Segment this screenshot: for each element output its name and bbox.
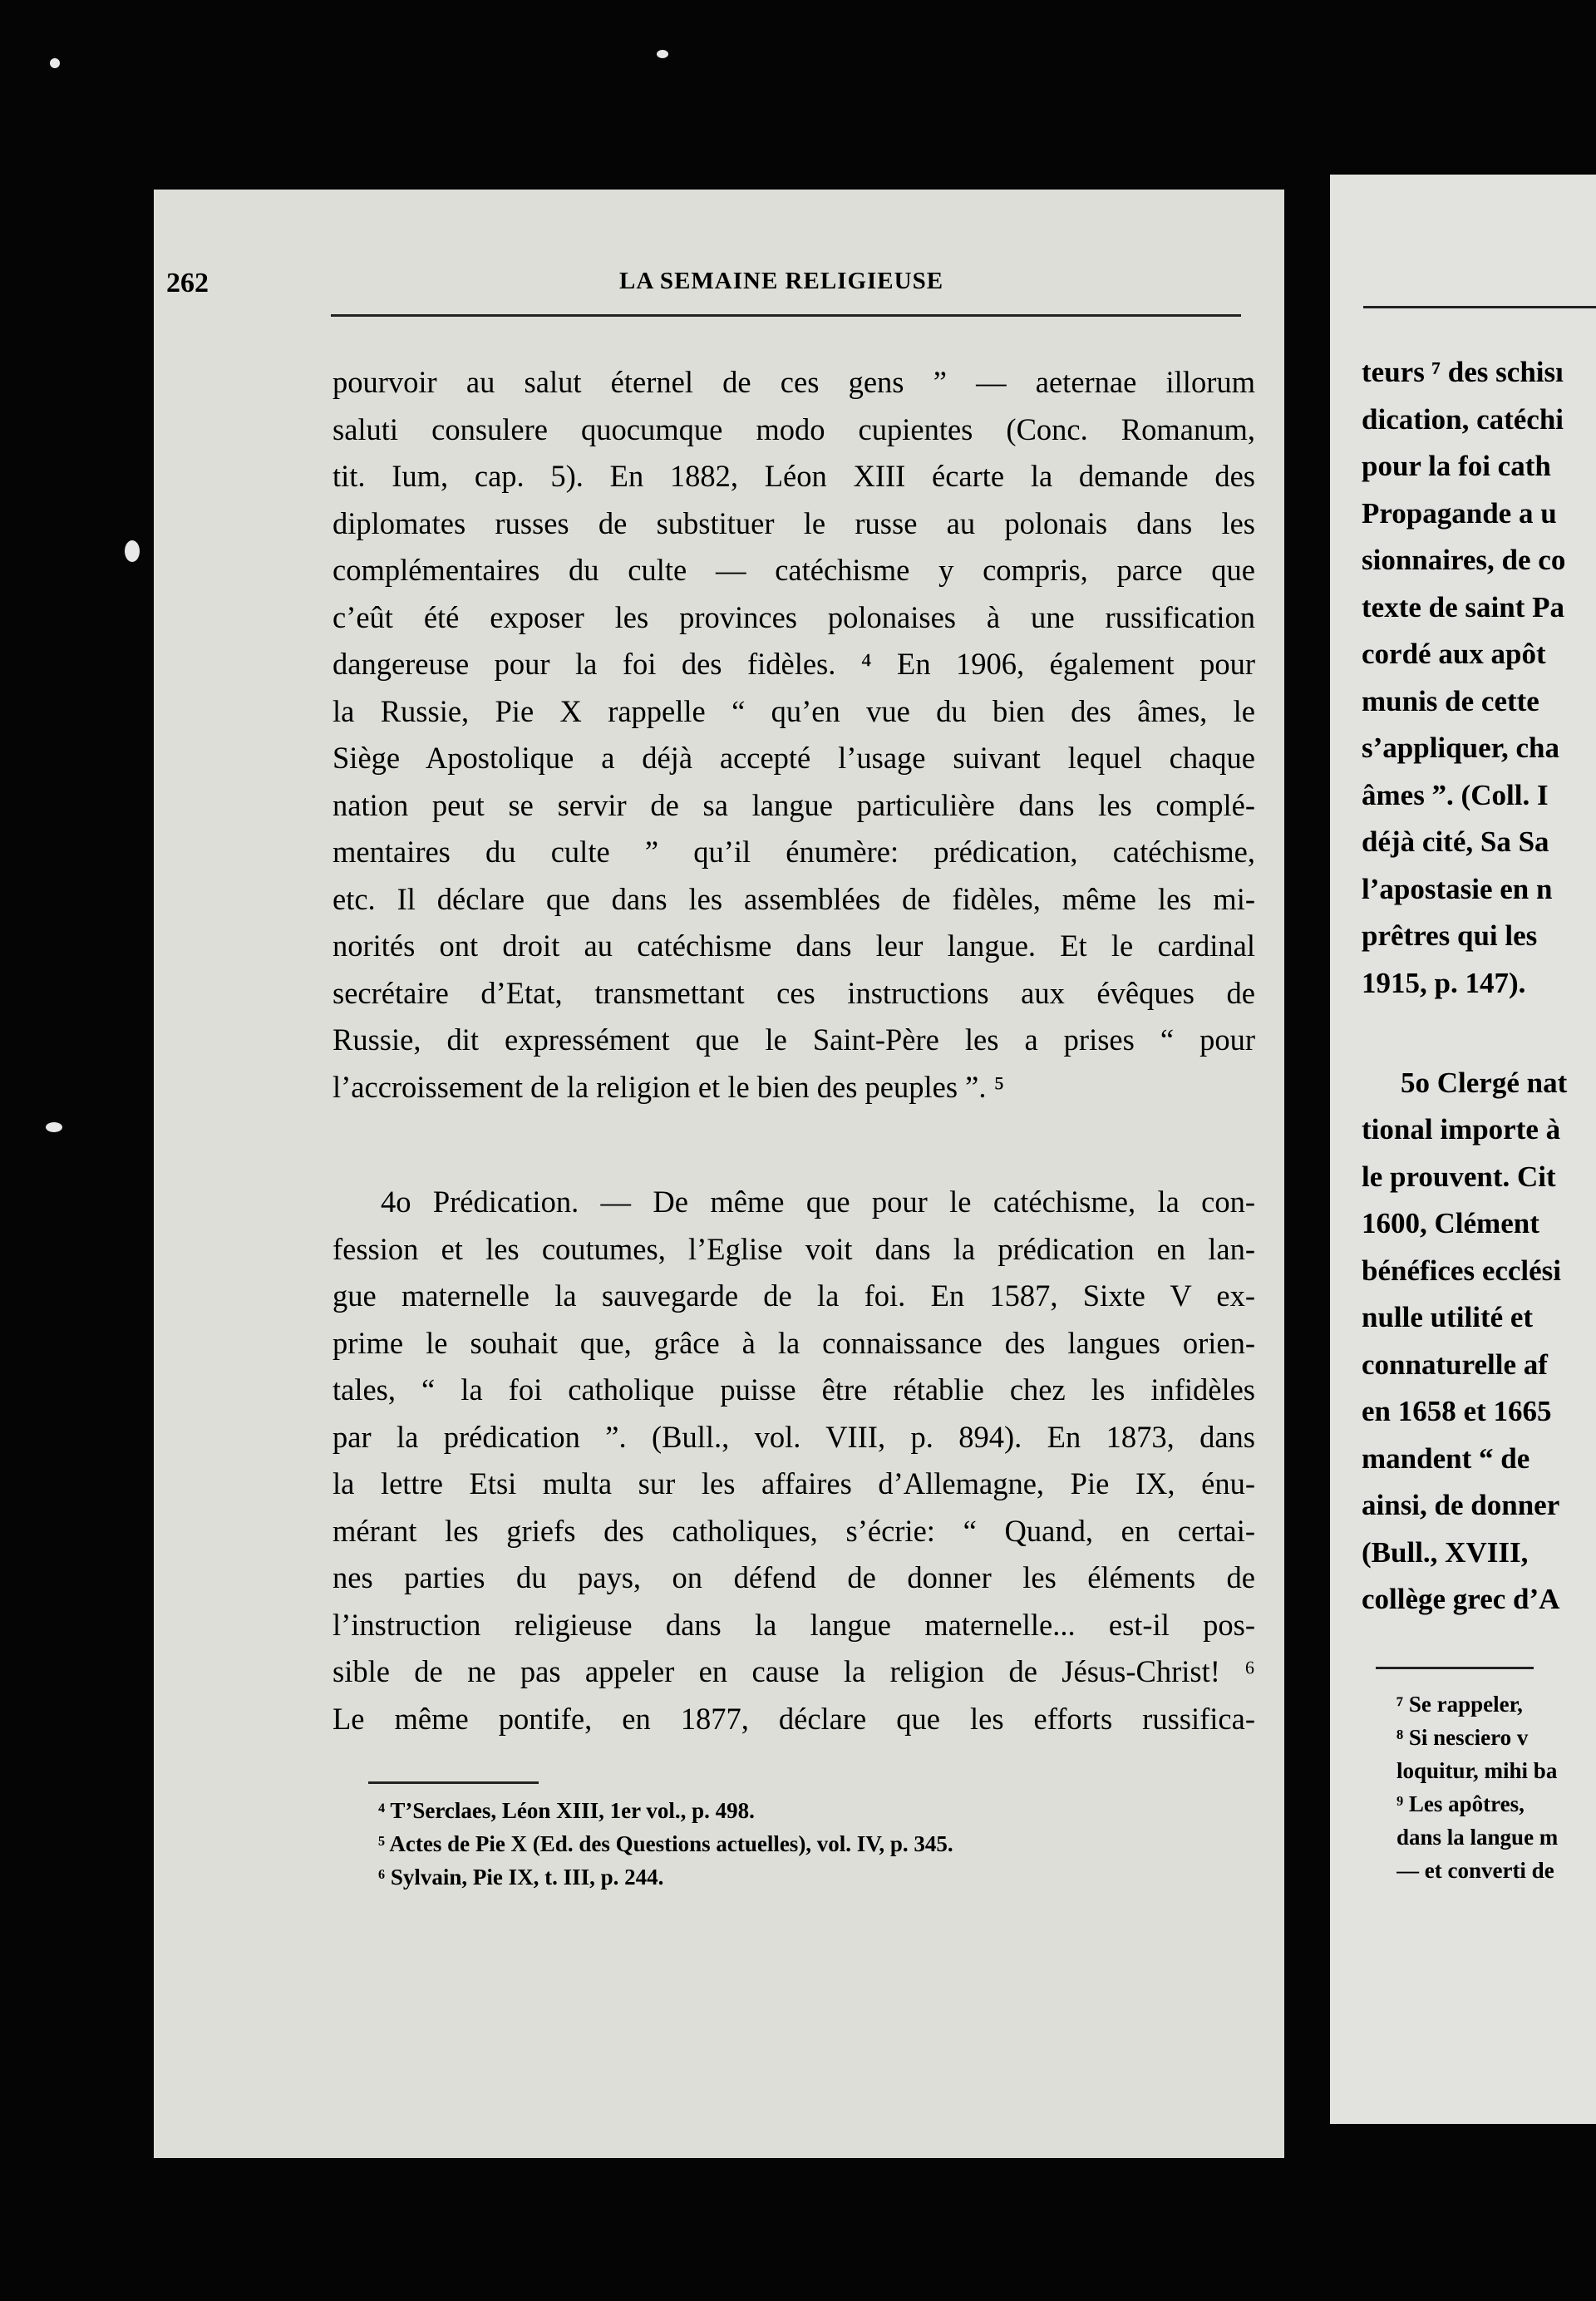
text-line: bénéfices ecclési (1362, 1254, 1562, 1287)
text-line: etc. Il déclare que dans les assemblées de fidèles, même les mi- (332, 881, 1255, 916)
dust-speck (125, 540, 140, 562)
right-header-rule (1363, 306, 1596, 308)
text-line: tit. Ium, cap. 5). En 1882, Léon XIII écarte la demande des (332, 459, 1255, 493)
text-line: l’instruction religieuse dans la langue maternelle... est-il pos- (332, 1607, 1255, 1642)
text-line: la Russie, Pie X rappelle “ qu’en vue du bien des âmes, le (332, 693, 1255, 728)
right-footnote-rule (1376, 1667, 1534, 1669)
footnote: dans la langue m (1396, 1825, 1559, 1850)
right-page-footnotes (1396, 1688, 1596, 1887)
text-line: déjà cité, Sa Sa (1362, 825, 1549, 858)
text-line: gue maternelle la sauvegarde de la foi. En 1587, Sixte V ex- (332, 1279, 1255, 1313)
text-line: nation peut se servir de sa langue particulière dans les complé- (332, 787, 1255, 822)
text-line: sionnaires, de co (1362, 544, 1566, 576)
text-line: l’accroissement de la religion et le bien des peuples ”. ⁵ (332, 1069, 1005, 1104)
text-line: Russie, dit expressément que le Saint-Père les a prises “ pour (332, 1022, 1255, 1057)
right-page-paragraph-1 (1362, 349, 1596, 1007)
text-line: Propagande a u (1362, 496, 1557, 530)
text-line: pourvoir au salut éternel de ces gens ” — aeternae illorum (332, 365, 1255, 399)
text-line: pour la foi cath (1362, 450, 1551, 482)
text-line: collège grec d’A (1362, 1583, 1560, 1615)
text-line: connaturelle af (1362, 1348, 1548, 1381)
footnote: ⁶ Sylvain, Pie IX, t. III, p. 244. (378, 1865, 664, 1890)
text-line: le prouvent. Cit (1362, 1160, 1556, 1193)
text-line: dication, catéchi (1362, 402, 1564, 436)
text-line: 5o Clergé nat (1401, 1067, 1568, 1099)
right-page-paragraph-2 (1401, 1060, 1596, 1107)
running-title: LA SEMAINE RELIGIEUSE (619, 268, 944, 294)
text-line: la lettre Etsi multa sur les affaires d’Allemagne, Pie IX, énu- (332, 1466, 1255, 1500)
text-line: âmes ”. (Coll. I (1362, 778, 1549, 811)
text-line: mandent “ de (1362, 1441, 1530, 1475)
text-line: mérant les griefs des catholiques, s’écrie: “ Quand, en certai- (332, 1513, 1255, 1548)
text-line: mentaires du culte ” qu’il énumère: prédication, catéchisme, (332, 835, 1255, 869)
footnote-rule (368, 1781, 539, 1784)
footnote: ⁵ Actes de Pie X (Ed. des Questions actuelles), vol. IV, p. 345. (378, 1831, 953, 1856)
text-line: 1600, Clément (1362, 1207, 1539, 1239)
text-line: prêtres qui les (1362, 919, 1538, 952)
right-page-paragraph-2-body (1362, 1106, 1596, 1624)
text-line: complémentaires du culte — catéchisme y compris, parce que (332, 553, 1255, 587)
footnotes (378, 1794, 1251, 1894)
text-line: tional importe à (1362, 1113, 1561, 1146)
text-line: en 1658 et 1665 (1362, 1395, 1552, 1427)
text-line: c’eût été exposer les provinces polonaises à une russification (332, 599, 1255, 634)
text-line: nes parties du pays, on défend de donner les éléments de (332, 1560, 1255, 1594)
dust-speck (46, 1122, 62, 1132)
footnote: loquitur, mihi ba (1396, 1758, 1558, 1783)
text-line: texte de saint Pa (1362, 590, 1564, 623)
footnote: ⁴ T’Serclaes, Léon XIII, 1er vol., p. 498. (378, 1798, 755, 1823)
paragraph-2 (332, 1179, 1255, 1742)
footnote: ⁸ Si nesciero v (1396, 1725, 1529, 1750)
paragraph-1 (332, 359, 1255, 1111)
text-line: cordé aux apôt (1362, 638, 1546, 670)
text-line: secrétaire d’Etat, transmettant ces instructions aux évêques de (332, 975, 1255, 1010)
text-line: fession et les coutumes, l’Eglise voit dans la prédication en lan- (332, 1231, 1255, 1266)
text-line: l’apostasie en n (1362, 872, 1553, 905)
text-line: prime le souhait que, grâce à la connaissance des langues orien- (332, 1325, 1255, 1360)
text-line: teurs ⁷ des schisı (1362, 356, 1564, 388)
text-line: norités ont droit au catéchisme dans leur langue. Et le cardinal (332, 929, 1255, 963)
text-line: diplomates russes de substituer le russe au polonais dans les (332, 505, 1255, 540)
text-line: munis de cette (1362, 684, 1539, 717)
text-line: dangereuse pour la foi des fidèles. ⁴ En 1906, également pour (332, 647, 1255, 681)
text-line: s’appliquer, cha (1362, 732, 1559, 764)
text-line: nulle utilité et (1362, 1301, 1534, 1333)
text-line: sible de ne pas appeler en cause la religion de Jésus-Christ! ⁶ (332, 1654, 1255, 1688)
text-line: 4o Prédication. — De même que pour le catéchisme, la con- (381, 1185, 1255, 1219)
dust-speck (657, 50, 668, 58)
text-line: saluti consulere quocumque modo cupientes (Conc. Romanum, (332, 411, 1255, 446)
footnote: ⁷ Se rappeler, (1396, 1692, 1523, 1717)
text-line: (Bull., XVIII, (1362, 1535, 1529, 1569)
footnote: — et converti de (1396, 1858, 1554, 1883)
text-line: ainsi, de donner (1362, 1489, 1560, 1521)
text-line: tales, “ la foi catholique puisse être rétablie chez les infidèles (332, 1372, 1255, 1407)
text-line: 1915, p. 147). (1362, 966, 1526, 999)
text-line: Le même pontife, en 1877, déclare que les efforts russifica- (332, 1701, 1255, 1736)
header-rule (331, 314, 1241, 317)
page-number: 262 (166, 268, 209, 298)
dust-speck (50, 58, 60, 68)
footnote: ⁹ Les apôtres, (1396, 1791, 1525, 1816)
text-line: Siège Apostolique a déjà accepté l’usage suivant lequel chaque (332, 741, 1255, 775)
text-line: par la prédication ”. (Bull., vol. VIII, p. 894). En 1873, dans (332, 1419, 1255, 1454)
